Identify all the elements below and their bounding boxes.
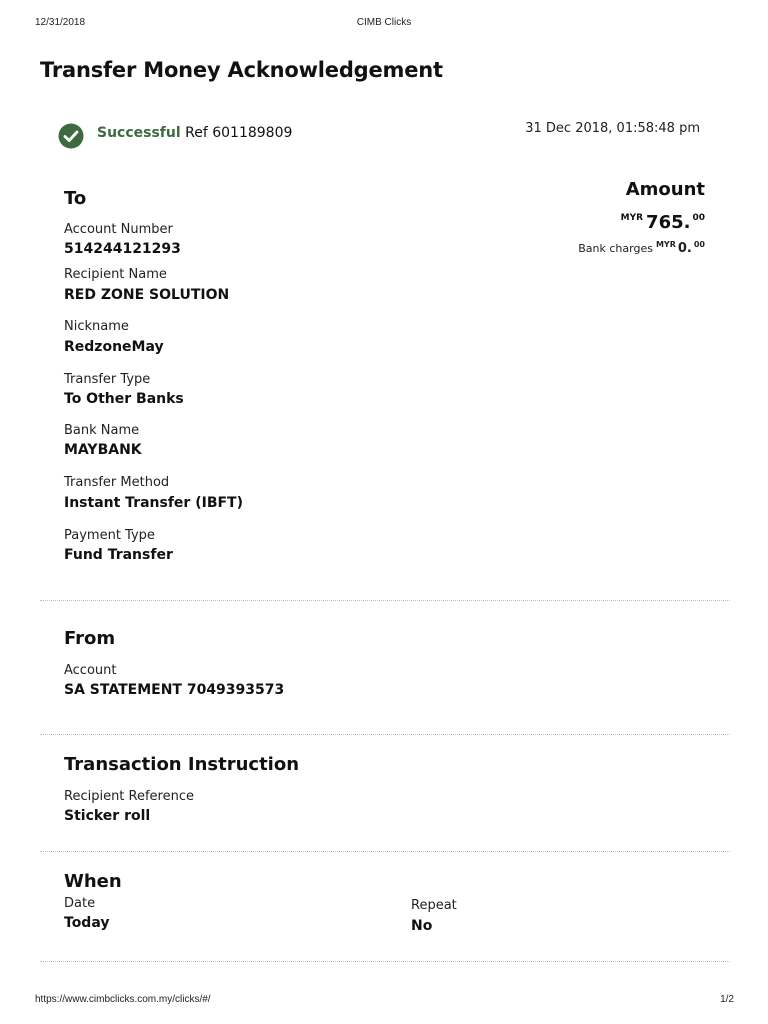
transfer-method-value: Instant Transfer (IBFT) [64, 495, 243, 511]
print-date: 12/31/2018 [35, 17, 86, 28]
from-account-value: SA STATEMENT 7049393573 [64, 682, 285, 698]
account-number-label: Account Number [64, 222, 173, 237]
print-site-title: CIMB Clicks [356, 17, 412, 28]
recipient-reference-label: Recipient Reference [64, 789, 194, 804]
date-value: Today [64, 915, 110, 931]
amount-currency: MYR [620, 213, 644, 223]
account-number-value: 514244121293 [64, 241, 181, 257]
nickname-label: Nickname [64, 319, 129, 334]
repeat-label: Repeat [411, 898, 457, 913]
bank-charges-cents: 00 [693, 240, 705, 249]
transfer-type-value: To Other Banks [64, 391, 184, 407]
ref-label: Ref [185, 125, 208, 141]
print-page-number: 1/2 [720, 994, 734, 1005]
page-title: Transfer Money Acknowledgement [40, 58, 443, 82]
payment-type-label: Payment Type [64, 528, 155, 543]
amount-cents: 00 [692, 213, 705, 223]
to-section-title: To [64, 188, 87, 209]
check-circle-icon [58, 123, 84, 149]
recipient-name-label: Recipient Name [64, 267, 167, 282]
from-account-label: Account [64, 663, 117, 678]
recipient-name-value: RED ZONE SOLUTION [64, 287, 230, 303]
amount-title: Amount [625, 179, 705, 200]
instruction-section-title: Transaction Instruction [64, 754, 300, 775]
status-line [97, 125, 292, 141]
transfer-method-label: Transfer Method [64, 475, 170, 490]
section-divider [40, 961, 730, 962]
bank-charges-label: Bank charges [578, 242, 653, 255]
bank-name-value: MAYBANK [64, 442, 142, 458]
from-section-title: From [64, 628, 116, 649]
bank-name-label: Bank Name [64, 423, 140, 438]
ref-number: 601189809 [212, 125, 293, 141]
bank-charges [578, 240, 705, 256]
bank-charges-whole: 0. [677, 241, 692, 256]
payment-type-value: Fund Transfer [64, 547, 173, 563]
when-section-title: When [64, 871, 122, 892]
section-divider [40, 600, 730, 601]
section-divider [40, 734, 730, 735]
date-label: Date [64, 896, 96, 911]
nickname-value: RedzoneMay [64, 339, 164, 355]
bank-charges-currency: MYR [655, 240, 676, 249]
repeat-value: No [411, 918, 433, 934]
amount-whole: 765. [646, 212, 691, 233]
status-text: Successful [97, 125, 181, 141]
transfer-type-label: Transfer Type [64, 372, 151, 387]
transaction-timestamp: 31 Dec 2018, 01:58:48 pm [525, 121, 700, 136]
section-divider [40, 851, 730, 852]
recipient-reference-value: Sticker roll [64, 808, 151, 824]
print-url: https://www.cimbclicks.com.my/clicks/#/ [35, 994, 211, 1005]
amount-value [621, 212, 705, 233]
